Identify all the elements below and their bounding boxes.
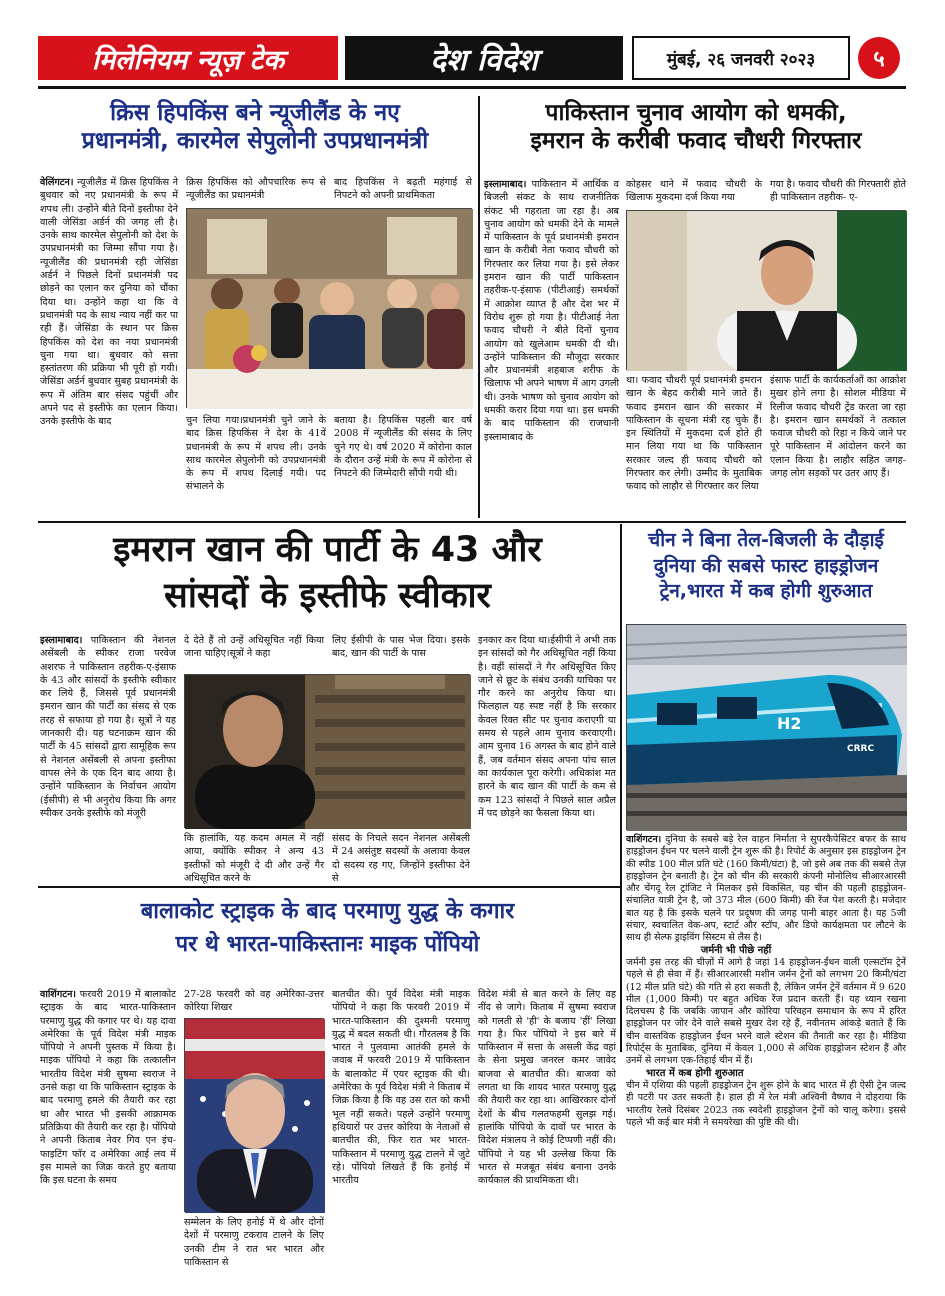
nz-col1-text: न्यूजीलैंड में क्रिस हिपकिंस ने बुधवार को नए प्रधानमंत्री के रूप में शपथ ली। उन्होंने बीते दिनों इस्तीफा देने वाली जेसिंडा अर्डर्न की जगह ली है। उनके साथ कारमेल सेपुलोनी को देश के उपप्रधानमंत्री का जिम्मा सौंपा गया है। न्यूजीलैंड की प्रधानमंत्री रही जेसिंडा अर्डर्न ने पिछले दिनों प्रधानमंत्री पद छोड़ने का एलान कर दुनिया को चौंका दिया था। उन्होंने कहा था कि वे प्रधानमंत्री पद के साथ न्याय नहीं कर पा रही हैं। जेसिंडा के स्थान पर क्रिस हिपकिंस को देश का नया प्रधानमंत्री चुना गया था। बुधवार को सत्ता हस्तांतरण की प्रक्रिया भी पूरी हो गयी। जेसिंडा अर्डर्न बुधवार सुबह प्रधानमंत्री के रूप में अंतिम बार संसद पहुंचीं और अपने पद से इस्तीफे का एलान किया। उनके इस्तीफे के बाद [40, 177, 178, 428]
nz-col2-top: क्रिस हिपकिंस को औपचारिक रूप से न्यूजीलैंड का प्रधानमंत्री [186, 177, 326, 202]
balakot-col3: बातचीत की। पूर्व विदेश मंत्री माइक पोंपियो ने कहा कि फरवरी 2019 में भारत-पाकिस्तान की दुश्मनी परमाणु युद्ध में बदल सकती थी। गौरतलब है कि भारत ने पुलवामा आतंकी हमले के जवाब में फरवरी 2019 में पाकिस्तान के बालाकोट में एयर स्ट्राइक की थी। अमेरिका के पूर्व विदेश मंत्री ने किताब में जिक्र किया है कि वह उस रात को कभी भूल नहीं सकते। पहले उन्होंने परमाणु हथियारों पर उत्तर कोरिया के नेताओं से बातचीत की, फिर रात भर भारत-पाकिस्तान में परमाणु युद्ध टालने में जुटे रहे। पोंपियो लिखते हैं कि हनोई में भारतीय [332, 989, 470, 1187]
nz-photo-illustration [187, 209, 473, 409]
pak-col3-top: गया है। फवाद चौधरी की गिरफ्तारी होते ही पाकिस्तान तहरीक- ए- [770, 179, 906, 204]
imran-col4: इनकार कर दिया था।ईसीपी ने अभी तक इन सांसदों को गैर अधिसूचित नहीं किया है। वहीं सांसदों ने गैर अधिसूचित किए जाने से छूट के संबंध उनकी याचिका पर गौर करने का अनुरोध किया था। फिलहाल यह स्पष्ट नहीं है कि सरकार केवल रिक्त सीट पर चुनाव कराएगी या समय से पहले आम चुनाव करवाएगी। आम चुनाव 16 अगस्त के बाद होने वाले हैं, जब वर्तमान संसद अपना पांच साल का कार्यकाल पूरा करेगी। अधिकांश मत हारने के बाद खान की पार्टी के कम से कम 123 सांसदों ने पिछले साल अप्रैल में पद छोड़ने का फैसला किया था। [478, 635, 616, 819]
nz-place: वेलिंगटन। [40, 177, 74, 188]
paper-name: मिलेनियम न्यूज़ टेक [38, 36, 338, 80]
train-headline [626, 528, 906, 605]
train-headline-line3: ट्रेन,भारत में कब होगी शुरुआत [659, 580, 873, 603]
pak-headline-line2: इमरान के करीबी फवाद चौधरी गिरफ्तार [530, 127, 862, 154]
pak-col2-top: कोहसर थाने में फवाद चौधरी के खिलाफ मुकदमा दर्ज किया गया [626, 179, 762, 204]
nz-col2-bottom: चुन लिया गया।प्रधानमंत्री चुने जाने के बाद क्रिस हिपकिंस ने देश के 41वें प्रधानमंत्री के रूप में शपथ ली। उनके साथ कारमेल सेपुलोनी को उपप्रधानमंत्री के रूप में शपथ दिलाई गयी। पद संभालने के [186, 415, 326, 493]
imran-khan-photo [184, 674, 470, 828]
pak-place: इस्लामाबाद। [484, 179, 527, 190]
dateline: मुंबई, २६ जनवरी २०२३ [632, 36, 850, 80]
balakot-headline [40, 895, 615, 961]
train-place: वाशिंगटन। [626, 834, 662, 845]
pak-col2-bottom: था। फवाद चौधरी पूर्व प्रधानमंत्री इमरान खान के बेहद करीबी माने जाते हैं। फवाद इमरान खान की सरकार में पाकिस्तान के सूचना मंत्री रह चुके हैं। इन स्थितियों में मुकदमा दर्ज होते ही मान लिया गया था कि पाकिस्तान सरकार जल्द ही फवाद चौधरी को गिरफ्तार कर लेगी। उम्मीद के मुताबिक फवाद को लाहौर से गिरफ्तार कर लिया [626, 375, 762, 493]
imran-col3-bottom: संसद के निचले सदन नेशनल असेंबली में 24 असंतुष्ट सदस्यों के अलावा केवल दो सदस्य रह गए, जिन्होंने इस्तीफा देने से [332, 833, 470, 884]
fawad-chaudhry-photo [626, 210, 906, 370]
train-subhead-india: भारत में कब होगी शुरुआत [646, 1067, 744, 1079]
balakot-col1-text: फरवरी 2019 में बालाकोट स्ट्राइक के बाद भारत-पाकिस्तान परमाणु युद्ध की कगार पर थे। यह दावा अमेरिका के पूर्व विदेश मंत्री माइक पोंपियो ने अपनी पुस्तक में किया है।माइक पोंपियो ने कहा कि तत्कालीन भारतीय विदेश मंत्री सुषमा स्वराज ने उनसे कहा था कि पाकिस्तान स्ट्राइक के बाद परमाणु हमले की तैयारी कर रहा था और भारत भी इसकी आक्रामक प्रतिक्रिया की तैयारी कर रहा है। पोंपियो ने अपनी किताब नेवर गिव एन इंच- फाइटिंग फॉर द अमेरिका आई लव में इस मामले का जिक्र करते हुए बताया कि इस घटना के समय [40, 989, 176, 1187]
train-subhead-germany: जर्मनी भी पीछे नहीं [700, 944, 772, 956]
pak-headline-line1: पाकिस्तान चुनाव आयोग को धमकी, [545, 100, 847, 126]
mike-pompeo-photo [184, 1018, 324, 1212]
imran-photo-illustration [185, 675, 471, 829]
row-divider-2 [38, 886, 622, 888]
nz-col1 [40, 176, 178, 516]
balakot-col2-bottom: सम्मेलन के लिए हनोई में थे और दोनों देशों में परमाणु टकराव टालने के लिए उनकी टीम ने रात भर भारत और पाकिस्तान से [184, 1217, 324, 1268]
train-headline-line2: दुनिया की सबसे फास्ट हाइड्रोजन [653, 554, 879, 577]
imran-col2-top: दे देते हैं तो उन्हें अधिसूचित नहीं किया जाना चाहिए।सूत्रों ने कहा [184, 635, 324, 660]
pak-col1-text: पाकिस्तान में आर्थिक व बिजली संकट के साथ राजनीतिक संकट भी गहराता जा रहा है। अब चुनाव आयोग को धमकी देने के मामले में पाकिस्तान के पूर्व प्रधानमंत्री इमरान खान के करीबी नेता फवाद चौधरी को गिरफ्तार कर लिया गया है। इसे लेकर इमरान खान की पार्टी पाकिस्तान तहरीक-ए-इंसाफ (पीटीआई) समर्थकों में आक्रोश व्याप्त है और देश भर में विरोध शुरू हो गया है। पीटीआई नेता फवाद चौधरी ने बीते दिनों चुनाव आयोग को खुलेआम धमकी दी थी। उन्होंने पाकिस्तान की मौजूदा सरकार और प्रधानमंत्री शहबाज शरीफ के खिलाफ भी अपने भाषण में आग उगली थी। उनके भाषण को चुनाव आयोग को धमकी करार दिया गया था। इस धमकी के बाद पाकिस्तान की राजधानी इस्लामाबाद के [484, 179, 619, 443]
fawad-photo-illustration [627, 211, 907, 371]
imran-headline-line2: सांसदों के इस्तीफे स्वीकार [164, 575, 491, 616]
imran-col1 [40, 634, 176, 884]
masthead-rule [38, 86, 906, 89]
train-body [626, 834, 906, 1128]
train-para1: दुनिया के सबसे बड़े रेल वाहन निर्माता ने सुपरकैपेसिटर बफर के साथ हाइड्रोजन ईंधन पर चलने वाली ट्रेन शुरू की है। रिपोर्ट के अनुसार इस हाइड्रोजन ट्रेन की स्पीड 100 मील प्रति घंटे (160 किमी/घंटा) है, जो इसे अब तक की सबसे तेज़ हाइड्रोजन ट्रेन बनाती है। ट्रेन को चीन की सरकारी कंपनी मोनोलिथ सीआरआरसी और चेंगदू रेल ट्रांजिट ने मिलकर इसे विकसित, यह चीन की पहली हाइड्रोजन-संचालित यात्री ट्रेन है, जो 373 मील (600 किमी) की रेंज पेश करती है। मजेदार बात यह है कि इसके चलने पर प्रदूषण की जगह पानी बाहर आता है। यह 5जी संचार, स्वचालित वेक-अप, स्टार्ट और स्टॉप, और डिपो कार्यक्षमता पर लौटने के साथ ही सेल्फ ड्राइविंग सिस्टम से लैस है। [626, 834, 906, 944]
row-divider-1 [38, 521, 906, 523]
imran-col3-top: लिए ईसीपी के पास भेज दिया। इसके बाद, खान की पार्टी के पास [332, 635, 470, 660]
pak-col3-bottom: इंसाफ पार्टी के कार्यकर्ताओं का आक्रोश मुखर होने लगा है। सोशल मीडिया में रिलीज फवाद चौधरी ट्रेंड करता जा रहा है। इमरान खान समर्थकों ने तत्काल फवाज चौधरी को रिहा न किये जाने पर पूरे पाकिस्तान में आंदोलन करने का एलान किया है। लाहौर सहित जगह-जगह लोग सड़कों पर उतर आए हैं। [770, 375, 906, 480]
pak-col1 [484, 178, 619, 518]
nz-headline-line2: प्रधानमंत्री, कारमेल सेपुलोनी उपप्रधानमंत्री [81, 127, 429, 154]
train-h2-mark: H2 [777, 714, 802, 733]
pompeo-photo-illustration [185, 1019, 325, 1213]
train-headline-line1: चीन ने बिना तेल-बिजली के दौड़ाई [648, 529, 884, 551]
imran-place: इस्लामाबाद। [40, 635, 83, 646]
nz-headline-line1: क्रिस हिपकिंस बने न्यूजीलैंड के नए [110, 100, 400, 126]
train-para3: चीन में एशिया की पहली हाइड्रोजन ट्रेन शुरू होने के बाद भारत में ही ऐसी ट्रेन जल्द ही पटरी पर उतर सकती है। हाल ही में रेल मंत्री अश्विनी वैष्णव ने दोहराया कि भारतीय रेलवे दिसंबर 2023 तक स्वदेशी हाइड्रोजन ट्रेनों को चालू करेगा। इससे पहले भी कई बार मंत्री ने समयरेखा की पुष्टि की थी। [626, 1079, 906, 1128]
balakot-place: वाशिंगटन। [40, 989, 77, 1000]
pak-headline [486, 100, 906, 155]
imran-headline-line1: इमरान खान की पार्टी के 43 और [113, 530, 542, 570]
balakot-col4: विदेश मंत्री से बात करने के लिए वह नींद से जागे। किताब में सुषमा स्वराज को गलती से 'ही' के बजाय 'हीं' लिखा गया है। फिर पोंपियो ने इस बारे में पाकिस्तान में सत्ता के असली केंद्र वहां के सेना प्रमुख जनरल कमर जावेद बाजवा से बातचीत की। बाजवा को लगता था कि शायद भारत परमाणु युद्ध की तैयारी कर रहा था। आखिरकार दोनों देशों के बीच गलतफहमी सुलझ गई।हालांकि पोंपियो के दावों पर भारत के विदेश मंत्रालय ने कोई टिप्पणी नहीं की। पोंपियो ने यह भी उल्लेख किया कि भारत से मजबूत संबंध बनाना उनके कार्यकाल की प्राथमिकता थी। [478, 989, 616, 1187]
train-para2: जर्मनी इस तरह की चीज़ों में आगे है जहां 14 हाइड्रोजन-ईंधन वाली एल्सटॉम ट्रेनें पहले से ही सेवा में हैं। सीआरआरसी मशीन जर्मन ट्रेनों को लगभग 20 किमी/घंटा (12 मील प्रति घंटे) की गति से हरा सकती है, लेकिन जर्मन ट्रेनें वर्तमान में 9 620 मील (1,000 किमी) पर बहुत अधिक रेंज प्रदान करती हैं। यह ध्यान रखना दिलचस्प है कि जबकि जापान और कोरिया परिवहन समाधान के रूप में हरित हाइड्रोजन पर जोर देने वाले सबसे मुखर देश रहे हैं, नवीनतम आंकड़े बताते हैं कि चीन वास्तविक हाइड्रोजन ईंधन भरने वाले स्टेशन की तैनाती कर रहा है। मीडिया रिपोर्ट्स के मुताबिक, दुनिया में केवल 1,000 से अधिक हाइड्रोजन स्टेशन हैं और उनमें से लगभग एक-तिहाई चीन में हैं। [626, 956, 906, 1067]
balakot-headline-line2: पर थे भारत-पाकिस्तानः माइक पोंपियो [175, 932, 480, 957]
imran-col1-text: पाकिस्तान की नेशनल असेंबली के स्पीकर राजा परवेज अशरफ ने पाकिस्तान तहरीक-ए-इंसाफ के 43 और सांसदों के इस्तीफे स्वीकार कर लिये हैं, जिससे पूर्व प्रधानमंत्री इमरान खान की पार्टी का संसद से एक तरह से सफाया हो गया है। सूत्रों ने यह जानकारी दी। यह घटनाक्रम खान की पार्टी के 45 सांसदों द्वारा सामूहिक रूप से नेशनल असेंबली से अपना इस्तीफा वापस लेने के एक दिन बाद आया है। उन्होंने पाकिस्तान के निर्वाचन आयोग (ईसीपी) से भी अनुरोध किया कि अगर स्पीकर उनके इस्तीफे को मंजूरी [40, 635, 176, 819]
column-divider-top [478, 96, 480, 518]
balakot-headline-line1: बालाकोट स्ट्राइक के बाद परमाणु युद्ध के कगार [140, 899, 515, 924]
hydrogen-train-photo [626, 624, 906, 830]
train-brand-mark: CRRC [847, 744, 875, 754]
balakot-col2-top: 27-28 फरवरी को वह अमेरिका-उत्तर कोरिया शिखर [184, 989, 324, 1014]
nz-cabinet-photo [186, 208, 472, 408]
imran-col2-bottom: कि हालांकि, यह कदम अमल में नहीं आया, क्योंकि स्पीकर ने अन्य 43 इस्तीफों को मंजूरी दे दी और उन्हें गैर अधिसूचित करने के [184, 833, 324, 884]
column-divider-right [620, 524, 622, 1052]
section-title: देश विदेश [345, 36, 623, 80]
balakot-col1 [40, 988, 176, 1258]
page-number: ५ [858, 37, 900, 79]
imran-headline [40, 528, 615, 619]
train-photo-illustration [627, 625, 907, 831]
nz-headline [40, 100, 470, 155]
nz-col3-top: बाद हिपकिंस ने बढ़ती महंगाई से निपटने को अपनी प्राथमिकता [334, 177, 472, 202]
nz-col3-bottom: बताया है। हिपकिंस पहली बार वर्ष 2008 में न्यूजीलैंड की संसद के लिए चुने गए थे। वर्ष 2020 में कोरोना काल के दौरान उन्हें मंत्री के रूप में कोरोना से निपटने की जिम्मेदारी सौंपी गयी थी। [334, 415, 472, 480]
